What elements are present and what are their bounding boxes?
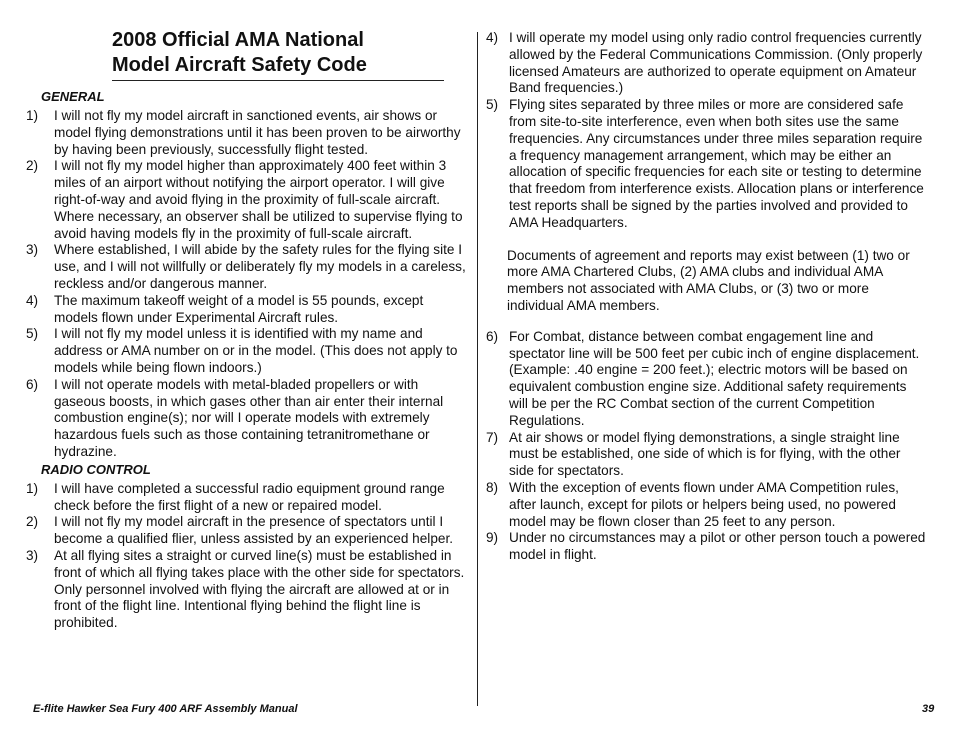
left-column <box>26 28 468 632</box>
title-underline <box>112 80 444 81</box>
radio-control-item: 7) At air shows or model flying demonstrations, a single straight line must be established, one side of which is for flying, with the other side for spectators. <box>486 429 901 479</box>
general-item: 3) Where established, I will abide by the safety rules for the flying site I use, and I will not willfully or deliberately fly my models in a careless, reckless and/or dangerous manner. <box>26 242 466 291</box>
general-list <box>26 108 468 461</box>
radio-control-item: 5) Flying sites separated by three miles or more are considered safe from site-to-site interference, even when both sites use the same frequencies. Any circumstances under three miles separation require a frequency management arrangement, which may be either an allocation of specific frequencies for each site or testing to determine that freedom from interference exists. Allocation plans or interference test reports shall be signed by the parties involved and provided to AMA Headquarters. <box>486 97 924 230</box>
general-heading: GENERAL <box>41 89 105 104</box>
radio-control-item: 8) With the exception of events flown under AMA Competition rules, after launch, except for pilots or helpers being used, no powered model may be flown closer than 25 feet to any person. <box>486 479 899 529</box>
radio-control-item: 4) I will operate my model using only radio control frequencies currently allowed by the Federal Communications Commission. (Only properly licensed Amateurs are authorized to operate equipment on Amateur Band frequencies.) <box>486 30 923 96</box>
radio-control-item: 9) Under no circumstances may a pilot or other person touch a powered model in flight. <box>486 530 926 563</box>
radio-control-item: 3) At all flying sites a straight or curved line(s) must be established in front of which all flying takes place with the other side for spectators. Only personnel involved with flying the aircraft are allowed at or in front of the flight line. Intentional flying behind the flight line is prohibited. <box>26 547 465 631</box>
right-column <box>486 30 926 564</box>
footer-page-number: 39 <box>922 703 935 715</box>
agreement-note: Documents of agreement and reports may exist between (1) two or more AMA Chartered Clubs, (2) AMA clubs and individual AMA members not associated with AMA Clubs, or (3) two or more individual AMA members. <box>507 247 910 313</box>
title-line-1: 2008 Official AMA National <box>112 29 364 51</box>
radio-control-list-left <box>26 481 468 632</box>
general-item: 4) The maximum takeoff weight of a model is 55 pounds, except models flown under Experimental Aircraft rules. <box>26 292 424 325</box>
general-item: 2) I will not fly my model higher than approximately 400 feet within 3 miles of an airport without notifying the airport operator. I will give right-of-way and avoid flying in the proximity of full-scale aircraft. Where necessary, an observer shall be utilized to supervise flying to avoid having models fly in the proximity of full-scale aircraft. <box>26 158 463 241</box>
radio-control-list-right-cont <box>486 329 926 564</box>
radio-control-heading: RADIO CONTROL <box>41 461 151 477</box>
general-item: 1) I will not fly my model aircraft in sanctioned events, air shows or model flying demonstrations until it has been proven to be airworthy by having been previously, successfully flight tested. <box>26 108 461 157</box>
page-title <box>26 28 468 80</box>
radio-control-item: 2) I will not fly my model aircraft in the presence of spectators until I become a qualified flier, unless assisted by an experienced helper. <box>26 514 453 547</box>
footer-manual-title: E-flite Hawker Sea Fury 400 ARF Assembly Manual <box>33 703 298 715</box>
radio-control-list-right <box>486 30 926 232</box>
radio-control-item: 1) I will have completed a successful radio equipment ground range check before the first flight of a new or repaired model. <box>26 480 445 513</box>
title-line-2: Model Aircraft Safety Code <box>112 54 367 76</box>
radio-control-item: 6) For Combat, distance between combat engagement line and spectator line will be 500 feet per cubic inch of engine displacement. (Example: .40 engine = 200 feet.); electric motors will be based on equivalent combustion engine size. Additional safety requirements will be per the RC Combat section of the current Competition Regulations. <box>486 328 920 428</box>
general-item: 6) I will not operate models with metal-bladed propellers or with gaseous boosts, in which gases other than air enter their internal combustion engine(s); nor will I operate models with extremely hazardous fuels such as those containing tetranitromethane or hydrazine. <box>26 376 444 459</box>
general-item: 5) I will not fly my model unless it is identified with my name and address or AMA number on or in the model. (This does not apply to models while being flown indoors.) <box>26 326 458 375</box>
column-divider <box>477 32 478 706</box>
